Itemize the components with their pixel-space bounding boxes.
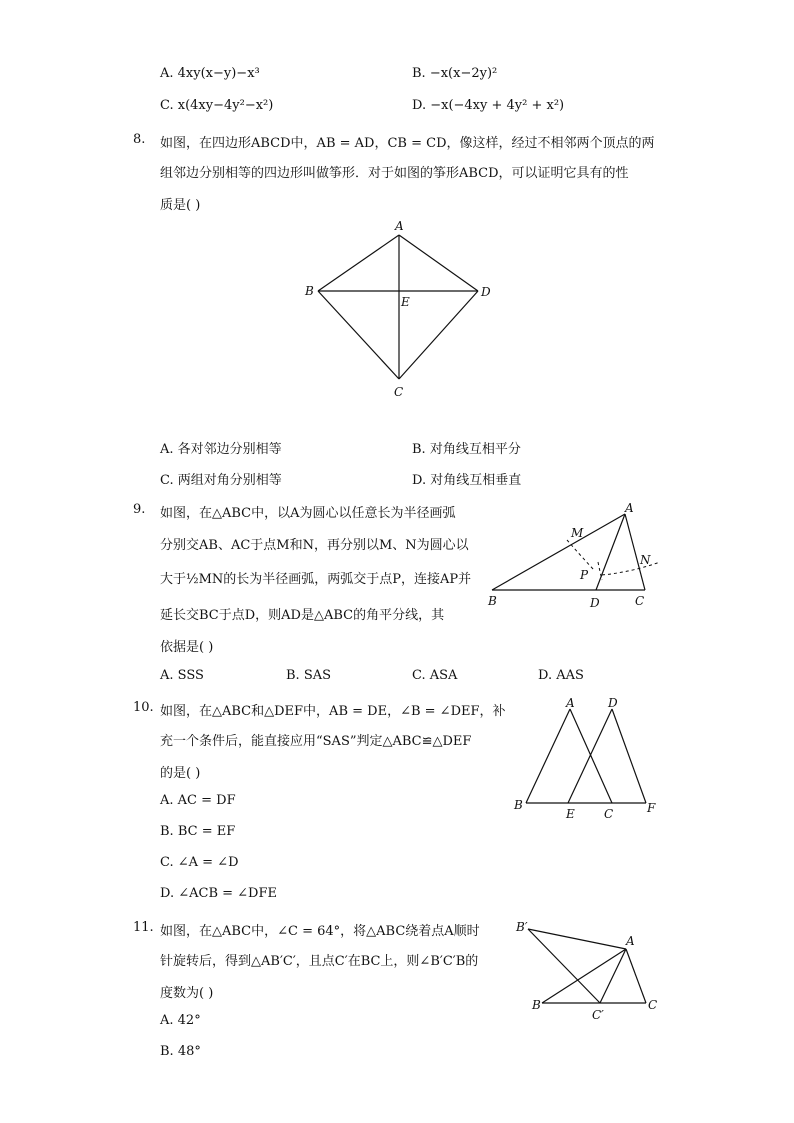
kite-label-e: E	[401, 295, 410, 309]
q8-option-a: A. 各对邻边分别相等	[160, 442, 282, 457]
q11-option-a: A. 42°	[160, 1013, 201, 1028]
q11-side-ab2	[528, 929, 626, 949]
q9-segment-ad	[596, 514, 625, 590]
q9-label-m: M	[571, 526, 584, 540]
q10-option-b: B. BC = EF	[160, 824, 236, 839]
q7-option-c: C. x(4xy−4y²−x²)	[160, 98, 274, 113]
kite-side-ab	[318, 235, 399, 291]
q11-rotation-figure	[512, 915, 672, 1025]
q11-number: 11.	[133, 920, 154, 935]
q8-line-3: 质是( )	[160, 198, 201, 213]
q8-number: 8.	[133, 132, 146, 147]
q10-number: 10.	[133, 700, 154, 715]
q9-bisector-figure	[482, 500, 672, 615]
q11-side-b2c2	[528, 929, 600, 1003]
q10-line-1: 如图，在△ABC和△DEF中，AB = DE，∠B = ∠DEF，补	[160, 704, 506, 719]
q9-side-ac	[625, 514, 645, 590]
q9-side-ab	[492, 514, 625, 590]
q8-option-d: D. 对角线互相垂直	[412, 473, 522, 488]
q8-line-2: 组邻边分别相等的四边形叫做筝形．对于如图的筝形ABCD，可以证明它具有的性	[160, 166, 629, 181]
q9-line-1: 如图，在△ABC中，以A为圆心以任意长为半径画弧	[160, 506, 456, 521]
q10-label-a: A	[566, 696, 575, 710]
q11-label-b2: B′	[516, 920, 528, 934]
q9-arc-m	[567, 540, 594, 570]
q10-line-2: 充一个条件后，能直接应用“SAS”判定△ABC≌△DEF	[160, 734, 472, 749]
q8-kite-figure	[300, 215, 500, 405]
q10-line-3: 的是( )	[160, 766, 201, 781]
q10-label-f: F	[647, 801, 656, 815]
q7-option-a: A. 4xy(x−y)−x³	[160, 66, 260, 81]
q11-option-b: B. 48°	[160, 1044, 201, 1059]
q10-label-e: E	[566, 807, 575, 821]
q7-option-d: D. −x(−4xy + 4y² + x²)	[412, 98, 565, 113]
q9-label-c: C	[635, 594, 645, 608]
q9-option-d: D. AAS	[538, 668, 584, 683]
q8-option-c: C. 两组对角分别相等	[160, 473, 282, 488]
q10-option-a: A. AC = DF	[160, 793, 236, 808]
q9-label-n: N	[640, 553, 651, 567]
kite-label-b: B	[305, 284, 314, 298]
q10-option-c: C. ∠A = ∠D	[160, 855, 239, 870]
q10-label-b: B	[514, 798, 523, 812]
q9-line-5: 依据是( )	[160, 640, 214, 655]
q9-label-b: B	[488, 594, 497, 608]
q9-label-p: P	[580, 568, 589, 582]
q11-line-1: 如图，在△ABC中，∠C = 64°，将△ABC绕着点A顺时	[160, 924, 480, 939]
kite-side-dc	[399, 291, 478, 379]
q9-number: 9.	[133, 502, 146, 517]
q10-label-c: C	[604, 807, 614, 821]
q11-label-c2: C′	[592, 1008, 604, 1022]
kite-side-bc	[318, 291, 399, 379]
q10-option-d: D. ∠ACB = ∠DFE	[160, 886, 277, 901]
q11-label-c: C	[648, 998, 658, 1012]
kite-label-d: D	[481, 285, 491, 299]
q9-line-4: 延长交BC于点D，则AD是△ABC的角平分线，其	[160, 608, 445, 623]
q9-option-c: C. ASA	[412, 668, 458, 683]
q9-option-b: B. SAS	[286, 668, 332, 683]
q11-label-a: A	[626, 934, 635, 948]
q11-line-3: 度数为( )	[160, 986, 214, 1001]
kite-label-c: C	[394, 385, 404, 399]
q10-label-d: D	[608, 696, 618, 710]
q9-label-d: D	[590, 596, 600, 610]
q11-side-ac	[626, 949, 646, 1003]
kite-label-a: A	[395, 219, 404, 233]
q11-label-b: B	[532, 998, 541, 1012]
q10-side-df	[612, 709, 646, 803]
q9-label-a: A	[625, 501, 634, 515]
q8-option-b: B. 对角线互相平分	[412, 442, 521, 457]
q9-arc-n	[602, 562, 660, 575]
q10-side-ab	[526, 709, 570, 803]
q9-line-2: 分别交AB、AC于点M和N，再分别以M、N为圆心以	[160, 538, 469, 553]
q8-line-1: 如图，在四边形ABCD中，AB = AD，CB = CD，像这样，经过不相邻两个顶点的两	[160, 136, 655, 151]
q11-line-2: 针旋转后，得到△AB′C′，且点C′在BC上，则∠B′C′B的	[160, 954, 479, 969]
q10-triangles-figure	[510, 695, 670, 825]
q9-option-a: A. SSS	[160, 668, 204, 683]
q7-option-b: B. −x(x−2y)²	[412, 66, 498, 81]
q9-line-3: 大于½MN的长为半径画弧，两弧交于点P，连接AP并	[160, 572, 472, 587]
kite-side-ad	[399, 235, 478, 291]
